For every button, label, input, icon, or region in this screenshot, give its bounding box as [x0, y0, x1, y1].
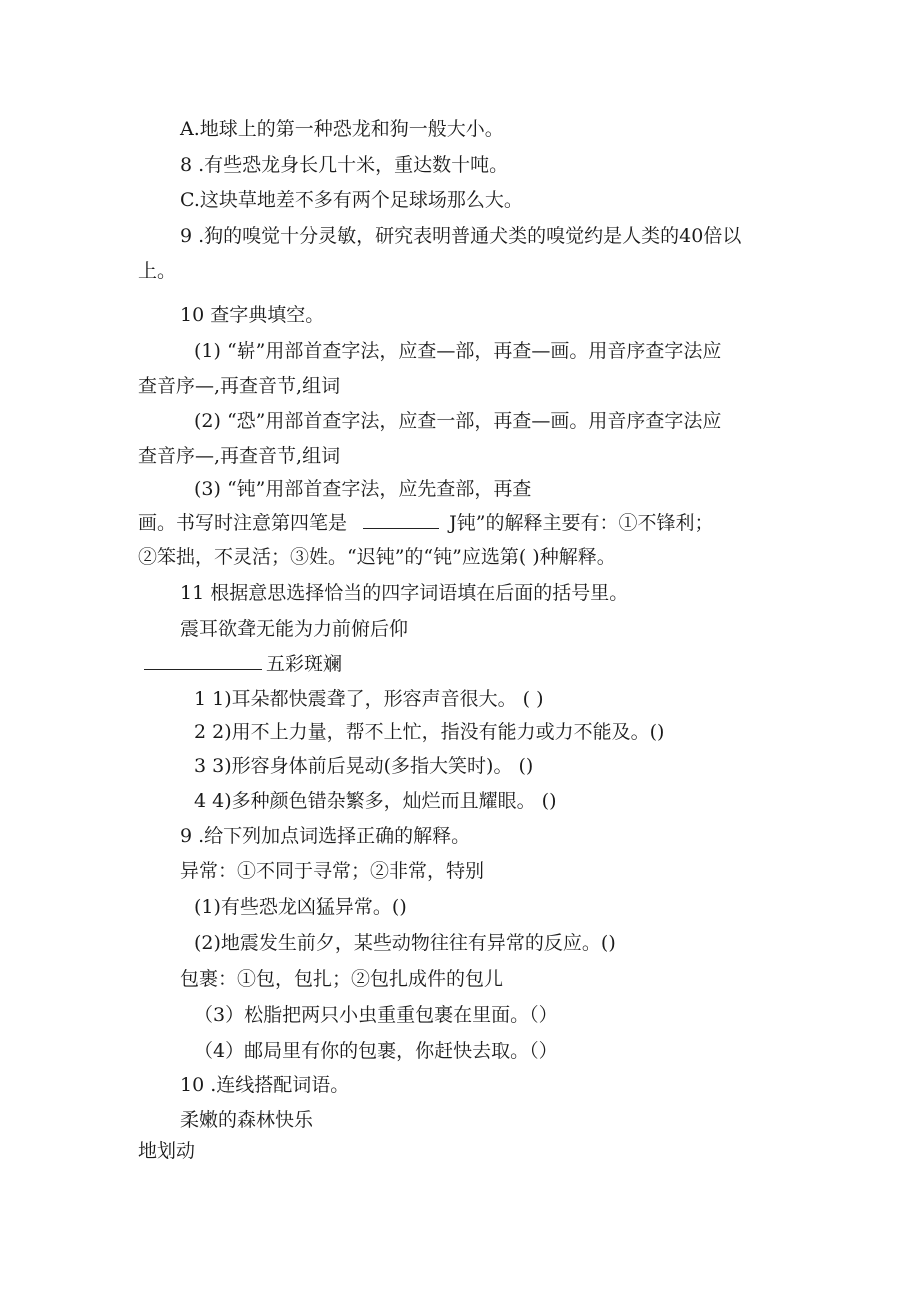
- word-bank-continuation: [144, 651, 342, 677]
- q12-item-4: （4）邮局里有你的包裹，你赶快去取。（）: [194, 1040, 558, 1062]
- q12-item-2: (2)地震发生前夕，某些动物往往有异常的反应。(): [194, 932, 616, 954]
- q10-part-3-text-a: 画。书写时注意第四笔是: [138, 512, 348, 534]
- q10-part-3-continuation: [138, 510, 713, 536]
- item-9-line: 9 .狗的嗅觉十分灵敏，研究表明普通犬类的嗅觉约是人类的40倍以: [180, 225, 742, 247]
- definition-baoguo: 包裹：①包，包扎；②包扎成件的包儿: [180, 968, 504, 990]
- question-11-heading: 11 根据意思选择恰当的四字词语填在后面的括号里。: [180, 582, 629, 604]
- definition-yichang: 异常：①不同于寻常；②非常，特别: [180, 860, 485, 882]
- q10-part-2: (2) “恐”用部首查字法，应查一部，再查—画。用音序查字法应: [194, 410, 722, 432]
- q10-part-1: (1) “崭”用部首查字法，应查—部，再查—画。用音序查字法应: [194, 340, 722, 362]
- question-10-heading: 10 查字典填空。: [180, 304, 325, 326]
- q12-item-3: （3）松脂把两只小虫重重包裹在里面。（）: [194, 1004, 558, 1026]
- word-bank: 震耳欲聋无能为力前俯后仰: [180, 618, 409, 640]
- item-8-line: 8 .有些恐龙身长几十米，重达数十吨。: [180, 154, 509, 176]
- option-a-line: A.地球上的第一种恐龙和狗一般大小。: [180, 118, 504, 140]
- matching-words-row-1: 柔嫩的森林快乐: [180, 1109, 314, 1131]
- q10-part-3: (3) “钝”用部首查字法，应先查部，再查: [194, 478, 532, 500]
- q10-part-1-continuation: 查音序—,再查音节,组词: [138, 375, 341, 397]
- q10-part-2-continuation: 查音序—,再查音节,组词: [138, 445, 341, 467]
- option-c-line: C.这块草地差不多有两个足球场那么大。: [180, 189, 523, 211]
- answer-blank: [363, 510, 439, 529]
- matching-words-row-2: 地划动: [138, 1140, 196, 1162]
- question-13-heading: 10 .连线搭配词语。: [180, 1074, 350, 1096]
- q11-item-3: 3 3)形容身体前后晃动(多指大笑时)。 (): [194, 755, 534, 777]
- question-12-heading: 9 .给下列加点词选择正确的解释。: [180, 825, 471, 847]
- word-bank-last: 五彩斑斓: [266, 653, 343, 675]
- q11-item-2: 2 2)用不上力量，帮不上忙，指没有能力或力不能及。(): [194, 721, 665, 743]
- q10-part-3-options: ②笨拙，不灵活；③姓。“迟钝”的“钝”应选第( )种解释。: [138, 546, 616, 568]
- q10-part-3-text-b: J钝”的解释主要有：①不锋利；: [449, 512, 714, 534]
- item-9-continuation: 上。: [138, 260, 177, 282]
- q11-item-1: 1 1)耳朵都快震聋了，形容声音很大。 ( ): [194, 688, 544, 710]
- word-blank: [144, 651, 262, 670]
- q11-item-4: 4 4)多种颜色错杂繁多，灿烂而且耀眼。 (): [194, 790, 557, 812]
- q12-item-1: (1)有些恐龙凶猛异常。(): [194, 896, 407, 918]
